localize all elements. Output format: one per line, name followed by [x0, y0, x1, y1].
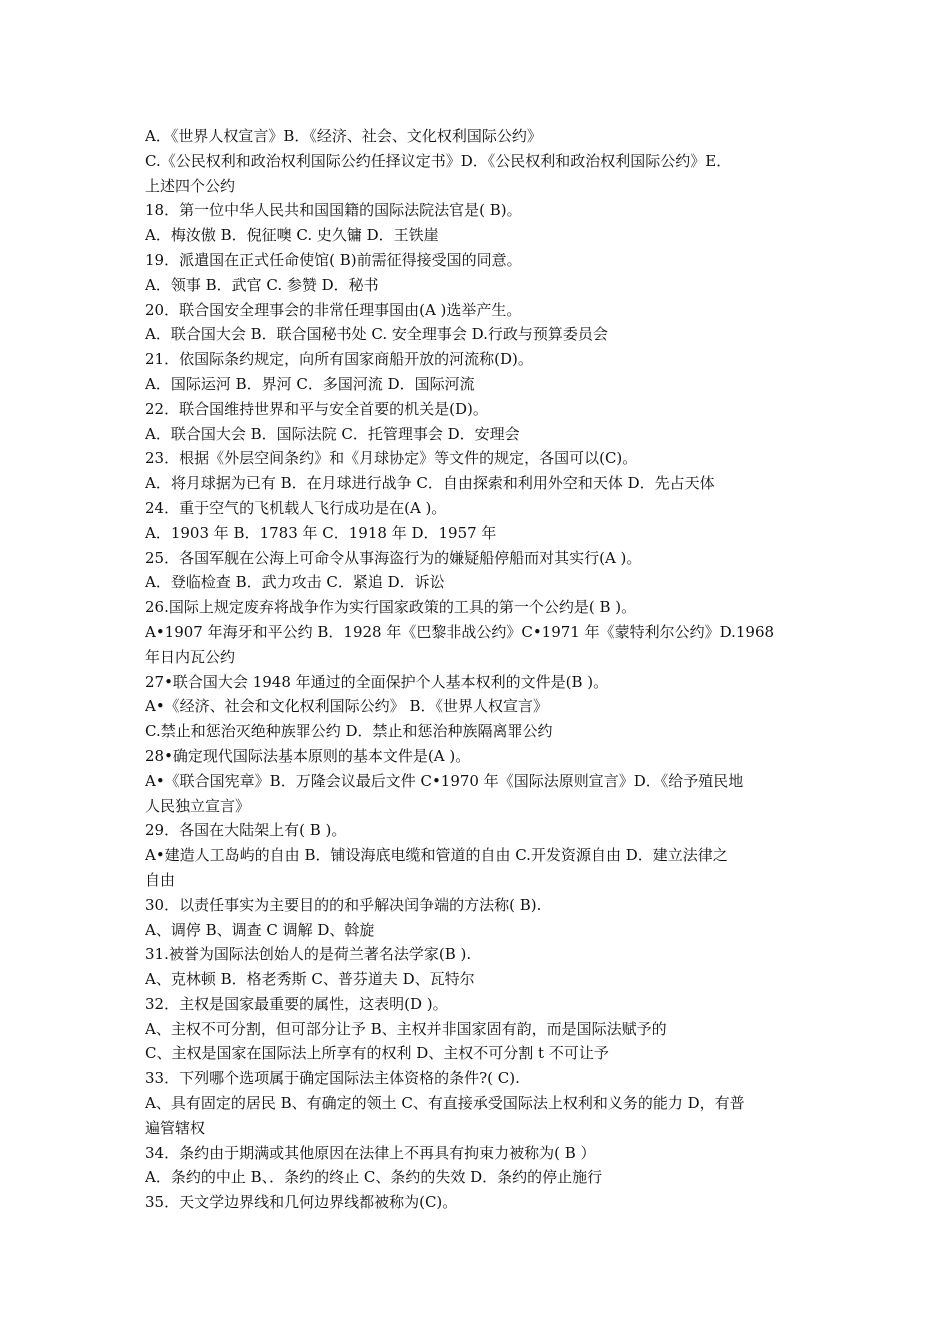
text-line: 24．重于空气的飞机载人飞行成功是在(A )。: [145, 498, 447, 517]
text-line: C、主权是国家在国际法上所享有的权利 D、主权不可分割 t 不可让予: [145, 1044, 609, 1063]
text-line: A•建造人工岛屿的自由 B．铺设海底电缆和管道的自由 C.开发资源自由 D．建立法律之: [145, 846, 728, 865]
text-line: A•1907 年海牙和平公约 B．1928 年《巴黎非战公约》C•1971 年《蒙特利尔公约》D.1968: [145, 622, 775, 641]
text-line: 人民独立宣言》: [145, 796, 251, 815]
text-line: 33．下列哪个选项属于确定国际法主体资格的条件?( C).: [145, 1069, 520, 1088]
text-line: 22．联合国维持世界和平与安全首要的机关是(D)。: [145, 399, 488, 418]
document-page: [145, 124, 815, 1215]
text-line: C.禁止和惩治灭绝种族罪公约 D．禁止和惩治种族隔离罪公约: [145, 722, 553, 741]
text-line: A．《世界人权宣言》B．《经济、社会、文化权利国际公约》: [145, 127, 542, 145]
text-line: 34．条约由于期满或其他原因在法律上不再具有拘束力被称为( B ）: [145, 1143, 596, 1162]
text-line: 自由: [145, 870, 176, 889]
text-line: 29．各国在大陆架上有( B )。: [145, 821, 347, 840]
text-line: A．条约的中止 B、．条约的终止 C、条约的失效 D．条约的停止施行: [145, 1168, 603, 1187]
text-line: A．国际运河 B．界河 C．多国河流 D．国际河流: [145, 374, 475, 393]
text-line: 31.被誉为国际法创始人的是荷兰著名法学家(B ).: [145, 945, 472, 964]
text-line: 19．派遣国在正式任命使馆( B)前需征得接受国的同意。: [145, 250, 522, 269]
text-line: A、克林顿 B．格老秀斯 C、普芬道夫 D、瓦特尔: [145, 970, 475, 989]
text-line: A•《经济、社会和文化权利国际公约》 B．《世界人权宣言》: [145, 697, 548, 716]
text-line: 35．天文学边界线和几何边界线都被称为(C)。: [145, 1193, 458, 1212]
text-line: A．梅汝傲 B．倪征噢 C. 史久镛 D．王铁崖: [145, 226, 439, 245]
text-line: A．联合国大会 B．国际法院 C．托管理事会 D．安理会: [145, 424, 520, 443]
text-line: 30．以责任事实为主要目的的和乎解决闰争端的方法称( B).: [145, 895, 542, 914]
text-line: 23．根据《外层空间条约》和《月球协定》等文件的规定，各国可以(C)。: [145, 449, 638, 468]
text-line: A．将月球据为已有 B．在月球进行战争 C．自由探索和利用外空和天体 D．先占天体: [145, 474, 715, 493]
text-line: A•《联合国宪章》B．万隆会议最后文件 C•1970 年《国际法原则宣言》D．《给予殖民地: [145, 771, 744, 790]
text-line: A．登临检查 B．武力攻击 C．紧追 D．诉讼: [145, 573, 445, 592]
text-line: 32．主权是国家最重要的属性，这表明(D )。: [145, 994, 448, 1013]
text-line: A．领事 B．武官 C. 参赞 D．秘书: [145, 275, 379, 294]
text-line: A．1903 年 B．1783 年 C．1918 年 D．1957 年: [145, 523, 497, 542]
text-line: 26.国际上规定废弃将战争作为实行国家政策的工具的第一个公约是( B )。: [145, 598, 637, 617]
text-line: 25．各国军舰在公海上可命令从事海盗行为的嫌疑船停船而对其实行(A )。: [145, 548, 642, 567]
text-line: A．联合国大会 B．联合国秘书处 C. 安全理事会 D.行政与预算委员会: [145, 325, 608, 344]
text-line: 上述四个公约: [145, 176, 236, 195]
text-line: 27•联合国大会 1948 年通过的全面保护个人基本权利的文件是(B )。: [145, 672, 609, 691]
text-line: 年日内瓦公约: [145, 647, 236, 666]
text-line: 21．依国际条约规定，向所有国家商船开放的河流称(D)。: [145, 350, 533, 369]
text-line: 18．第一位中华人民共和国国籍的国际法院法官是( B)。: [145, 201, 522, 220]
text-line: 20．联合国安全理事会的非常任理事国由(A )选举产生。: [145, 300, 522, 319]
text-line: A、具有固定的居民 B、有确定的领土 C、有直接承受国际法上权利和义务的能力 D，有普: [145, 1094, 745, 1113]
text-line: C.《公民权利和政治权利国际公约任择议定书》D．《公民权利和政治权利国际公约》E．: [145, 151, 732, 170]
text-line: A、调停 B、调查 C 调解 D、斡旋: [145, 920, 375, 939]
text-line: 遍管辖权: [145, 1118, 206, 1137]
text-line: 28•确定现代国际法基本原则的基本文件是(A )。: [145, 746, 471, 765]
text-line: A、主权不可分割，但可部分让予 B、主权并非国家固有韵，而是国际法赋予的: [145, 1019, 667, 1038]
